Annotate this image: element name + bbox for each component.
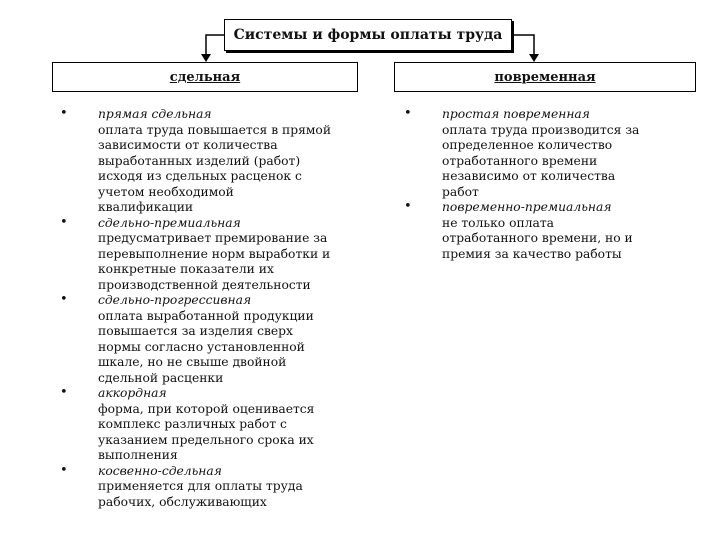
time-based-forms-list: [404, 107, 694, 262]
item-title: сдельно-прогрессивная: [98, 293, 252, 307]
list-item: [60, 216, 360, 294]
item-title: прямая сдельная: [98, 107, 212, 121]
list-item: [60, 386, 360, 464]
item-title: сдельно-премиальная: [98, 215, 241, 230]
bullet-icon: •: [404, 106, 412, 121]
left-arrow-head: [201, 54, 211, 62]
bullet-icon: •: [60, 292, 68, 307]
bullet-icon: •: [404, 199, 412, 214]
list-item: [60, 464, 360, 511]
list-item: [404, 107, 694, 200]
item-description: форма, при которой оценивается комплекс различных работ с указанием предельного срока их выполнения: [98, 401, 315, 462]
bullet-icon: •: [60, 106, 68, 121]
bullet-icon: •: [60, 462, 68, 478]
item-title: аккордная: [98, 386, 167, 400]
item-title: простая повременная: [442, 107, 590, 121]
item-description: предусматривает премирование за перевыполнение норм выработки и конкретные показатели их производственной деятельности: [98, 231, 331, 292]
list-item: [60, 107, 360, 216]
bullet-icon: •: [60, 214, 68, 230]
diagram-title: Системы и формы оплаты труда: [224, 19, 512, 51]
item-description: не только оплата отработанного времени, но и премия за качество работы: [442, 215, 633, 261]
piecework-forms-list: [60, 107, 360, 510]
piecework-header: сдельная: [52, 62, 358, 92]
right-arrow-head: [529, 54, 539, 62]
list-item: [60, 293, 360, 386]
item-description: оплата труда производится за определенное количество отработанного времени независимо от количества работ: [442, 122, 640, 199]
list-item: [404, 200, 694, 262]
item-description: применяется для оплаты труда рабочих, обслуживающих: [98, 479, 303, 509]
item-description: оплата труда повышается в прямой зависимости от количества выработанных изделий (работ) исходя из сдельных расценок с учетом необходимой квалификации: [98, 122, 332, 214]
item-description: оплата выработанной продукции повышается за изделия сверх нормы согласно установленной шкале, но не свыше двойной сдельной расценки: [98, 308, 314, 385]
item-title: косвенно-сдельная: [98, 463, 222, 478]
bullet-icon: •: [60, 385, 68, 400]
time-based-header: повременная: [394, 62, 696, 92]
item-title: повременно-премиальная: [442, 200, 612, 214]
